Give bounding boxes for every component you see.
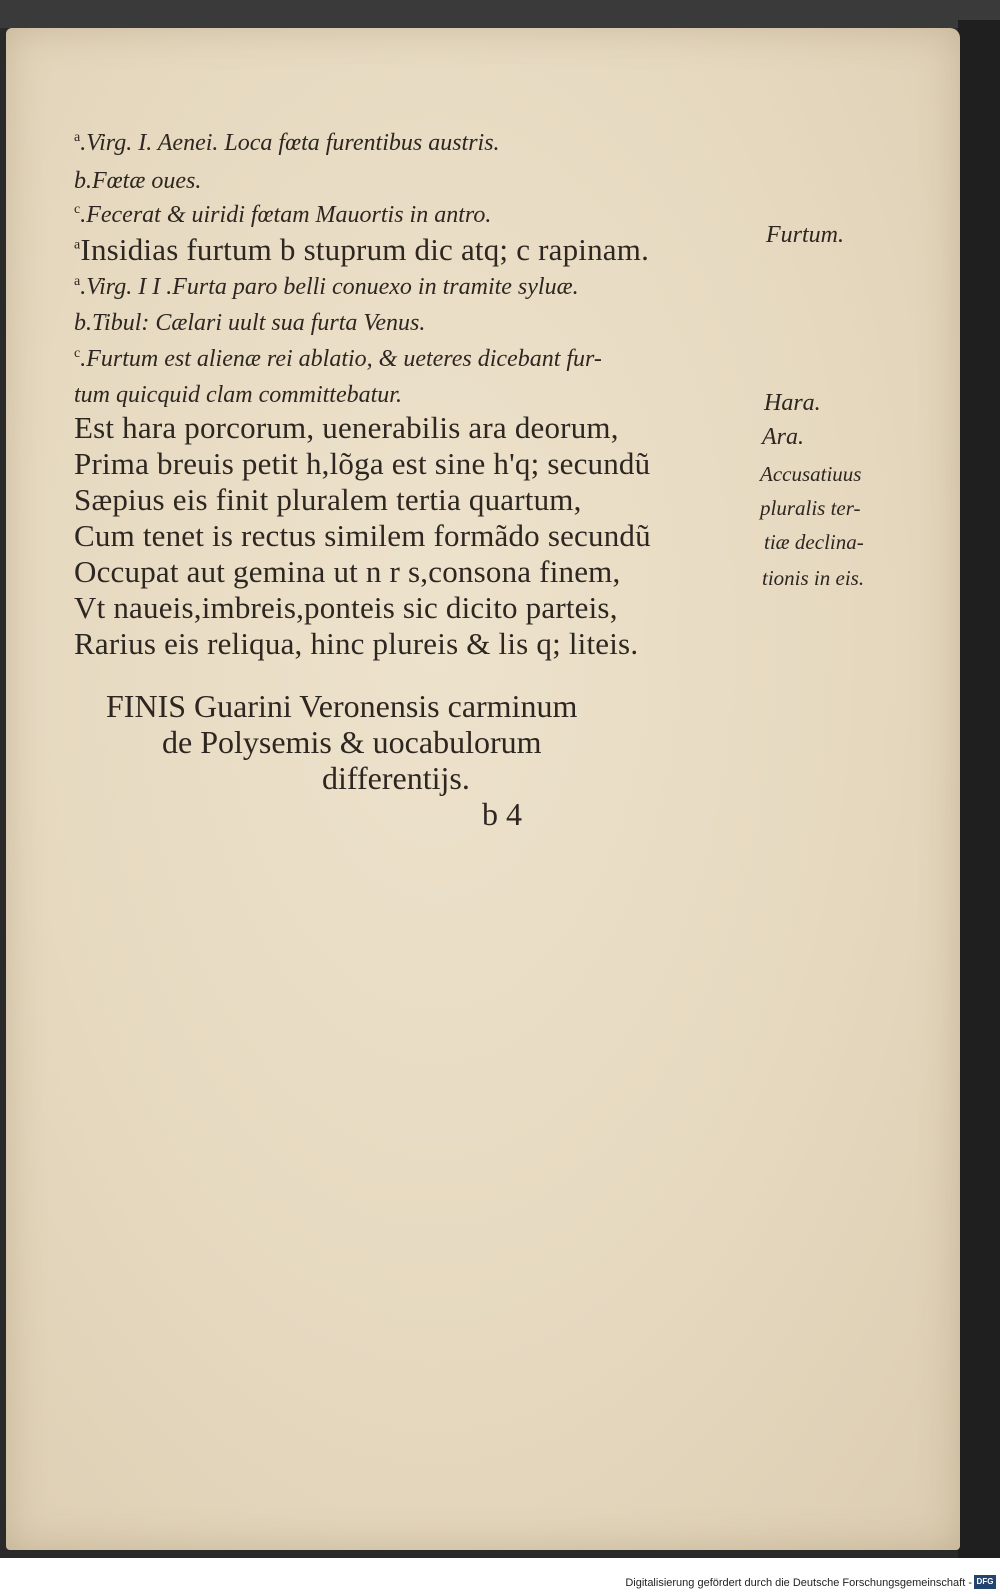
text-line: Rarius eis reliqua, hinc plureis & lis q; liteis. <box>74 626 639 661</box>
colophon-line: de Polysemis & uocabulorum <box>162 724 542 760</box>
text-line: Vt naueis,imbreis,ponteis sic dicito parteis, <box>74 590 618 625</box>
scan-top-border <box>0 0 1000 28</box>
text-line: $^c$.Furtum est alienæ rei ablatio, & ueteres dicebant fur- <box>74 346 602 372</box>
text-line: Cum tenet is rectus similem formãdo secundũ <box>74 518 651 553</box>
text-line: Prima breuis petit h,lõga est sine h'q; secundũ <box>74 446 651 481</box>
text-line: Occupat aut gemina ut n r s,consona finem, <box>74 554 621 589</box>
text-line: $^a$.Virg. I I .Furta paro belli conuexo in tramite syluæ. <box>74 274 579 300</box>
text-line: Est hara porcorum, uenerabilis ara deorum, <box>74 410 619 445</box>
margin-note-furtum: Furtum. <box>766 222 844 248</box>
funding-credit: Digitalisierung gefördert durch die Deutsche Forschungsgemeinschaft - <box>625 1577 972 1589</box>
text-line: b.Tibul: Cælari uult sua furta Venus. <box>74 310 426 336</box>
margin-note-accusatiuus: Accusatiuus <box>760 462 862 486</box>
margin-note-accusatiuus: pluralis ter- <box>760 496 861 520</box>
text-line: tum quicquid clam committebatur. <box>74 382 402 408</box>
text-line: $^c$.Fecerat & uiridi fœtam Mauortis in antro. <box>74 202 492 228</box>
signature-mark: b 4 <box>482 796 522 832</box>
dfg-logo-icon: DFG <box>974 1575 996 1589</box>
text-line: $^a$.Virg. I. Aenei. Loca fœta furentibus austris. <box>74 130 500 156</box>
colophon-line: differentijs. <box>322 760 470 796</box>
colophon-line: FINIS Guarini Veronensis carminum <box>106 688 578 724</box>
text-line: Sæpius eis finit pluralem tertia quartum, <box>74 482 582 517</box>
margin-note-ara: Ara. <box>762 424 804 450</box>
text-line: $^a$Insidias furtum b stuprum dic atq; c rapinam. <box>74 232 650 267</box>
margin-note-accusatiuus: tiæ declina- <box>764 530 864 554</box>
margin-note-hara: Hara. <box>764 390 821 416</box>
scan-right-border <box>958 20 1000 1560</box>
text-line: b.Fœtæ oues. <box>74 168 202 194</box>
margin-note-accusatiuus: tionis in eis. <box>762 566 865 590</box>
